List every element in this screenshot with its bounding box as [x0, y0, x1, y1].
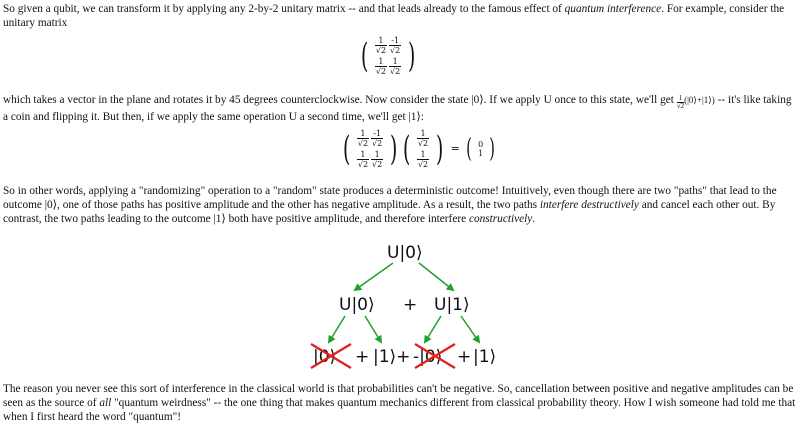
unitary-matrix — [358, 36, 418, 76]
conclusion-text-a: The reason you never see this sort of interference in the classical world is that probabilities can't be negative. So, cancellation between positive and negative amplitudes can be seen as the source of — [3, 383, 794, 409]
result-right-paren: ) — [489, 134, 495, 164]
matrix-right-paren: ) — [407, 36, 416, 76]
eq-vector-cell: $\frac{1}{√2}$ — [417, 129, 429, 148]
arrow-right-right — [461, 316, 479, 342]
arrow-right-left — [425, 316, 441, 342]
diagram-top-node: U|0⟩ — [387, 243, 423, 263]
arrow-left-left — [329, 316, 345, 342]
paragraph-rotation — [3, 93, 798, 124]
diagram-mid-left-node: U|0⟩ — [339, 295, 375, 315]
arrow-top-left — [355, 263, 393, 290]
eq-matrix-right-paren: ) — [389, 129, 398, 169]
diagram-bottom-term: |1⟩ — [473, 347, 497, 367]
paragraph-intro — [3, 2, 798, 30]
interference-italic-constructively: constructively — [468, 213, 533, 225]
eq-vector-left-paren: ( — [403, 129, 411, 169]
diagram-svg — [307, 232, 505, 376]
result-entry: 0 — [478, 140, 484, 149]
eq-matrix-left-paren: ( — [342, 129, 351, 169]
matrix-cell: $\frac{1}{√2}$ — [375, 57, 387, 76]
diagram-bottom-term: -|0⟩ — [413, 347, 443, 367]
result-entry: 1 — [478, 149, 484, 158]
matrix-grid — [375, 36, 401, 76]
matrix-left-paren: ( — [360, 36, 369, 76]
eq-matrix-cell: $\frac{-1}{√2}$ — [372, 129, 383, 148]
inline-fraction: $\frac{1}{√2}$ — [676, 94, 685, 110]
result-left-paren: ( — [466, 134, 473, 164]
eq-matrix-grid — [357, 129, 383, 169]
matrix-cell: $\frac{1}{√2}$ — [375, 36, 387, 55]
arrow-left-right — [365, 316, 381, 342]
arrow-top-right — [419, 263, 453, 290]
intro-text-a: So given a qubit, we can transform it by applying any 2-by-2 unitary matrix -- and that leads already to the famous effect of — [3, 3, 565, 15]
interference-text-b: and cancel each other out. By contrast, the two paths leading to the outcome |1⟩ both have positive amplitude, and therefore interfere — [3, 199, 776, 225]
intro-italic-quantum-interference: quantum interference — [564, 3, 662, 15]
matrix-cell: $\frac{-1}{√2}$ — [390, 36, 401, 55]
interference-italic-destructively: interfere destructively — [539, 199, 639, 211]
eq-matrix-cell: $\frac{1}{√2}$ — [357, 150, 369, 169]
eq-vector-grid — [417, 129, 429, 169]
intro-text-b: . For example, consider the unitary matrix — [3, 3, 785, 29]
conclusion-italic-all: all — [99, 397, 112, 409]
interference-text-c: . — [532, 213, 536, 225]
eq-vector-cell: $\frac{1}{√2}$ — [417, 150, 429, 169]
diagram-bottom-term: + — [355, 347, 370, 367]
interference-tree-diagram — [307, 232, 505, 376]
diagram-bottom-term: |1⟩+ — [373, 347, 411, 367]
diagram-mid-plus: + — [403, 295, 418, 315]
interference-text-a: So in other words, applying a "randomizing" operation to a "random" state produces a deterministic outcome! Intuitively, even though there are two "paths" that lead to the outcome |0⟩, one of those paths has positive amplitude and the other has negative amplitude. As a result, the two paths — [3, 185, 777, 211]
paragraph-conclusion — [3, 382, 798, 424]
result-vector — [478, 140, 483, 158]
matrix-cell: $\frac{1}{√2}$ — [390, 57, 401, 76]
eq-matrix-cell: $\frac{1}{√2}$ — [357, 129, 369, 148]
inline-superposition: (|0⟩+|1⟩) — [684, 95, 715, 105]
paragraph-interference — [3, 184, 798, 226]
equals-sign: = — [450, 142, 460, 155]
double-application-equation — [340, 129, 497, 169]
eq-vector-right-paren: ) — [435, 129, 444, 169]
diagram-bottom-term: |0⟩ — [313, 347, 337, 367]
rotation-text-a: which takes a vector in the plane and rotates it by 45 degrees counterclockwise. Now consider the state |0⟩. If we apply U once to this state, we'll get — [3, 94, 677, 106]
diagram-mid-right-node: U|1⟩ — [434, 295, 470, 315]
conclusion-text-b: "quantum weirdness" -- the one thing that makes quantum mechanics different from classical probability theory. How I wish someone had told me that when I first heard the word "quantum"! — [3, 397, 796, 423]
diagram-bottom-term: + — [457, 347, 472, 367]
rotation-text-b: -- it's like taking a coin and flipping it. But then, if we apply the same operation U a second time, we'll get |1⟩: — [3, 94, 792, 123]
eq-matrix-cell: $\frac{1}{√2}$ — [372, 150, 383, 169]
